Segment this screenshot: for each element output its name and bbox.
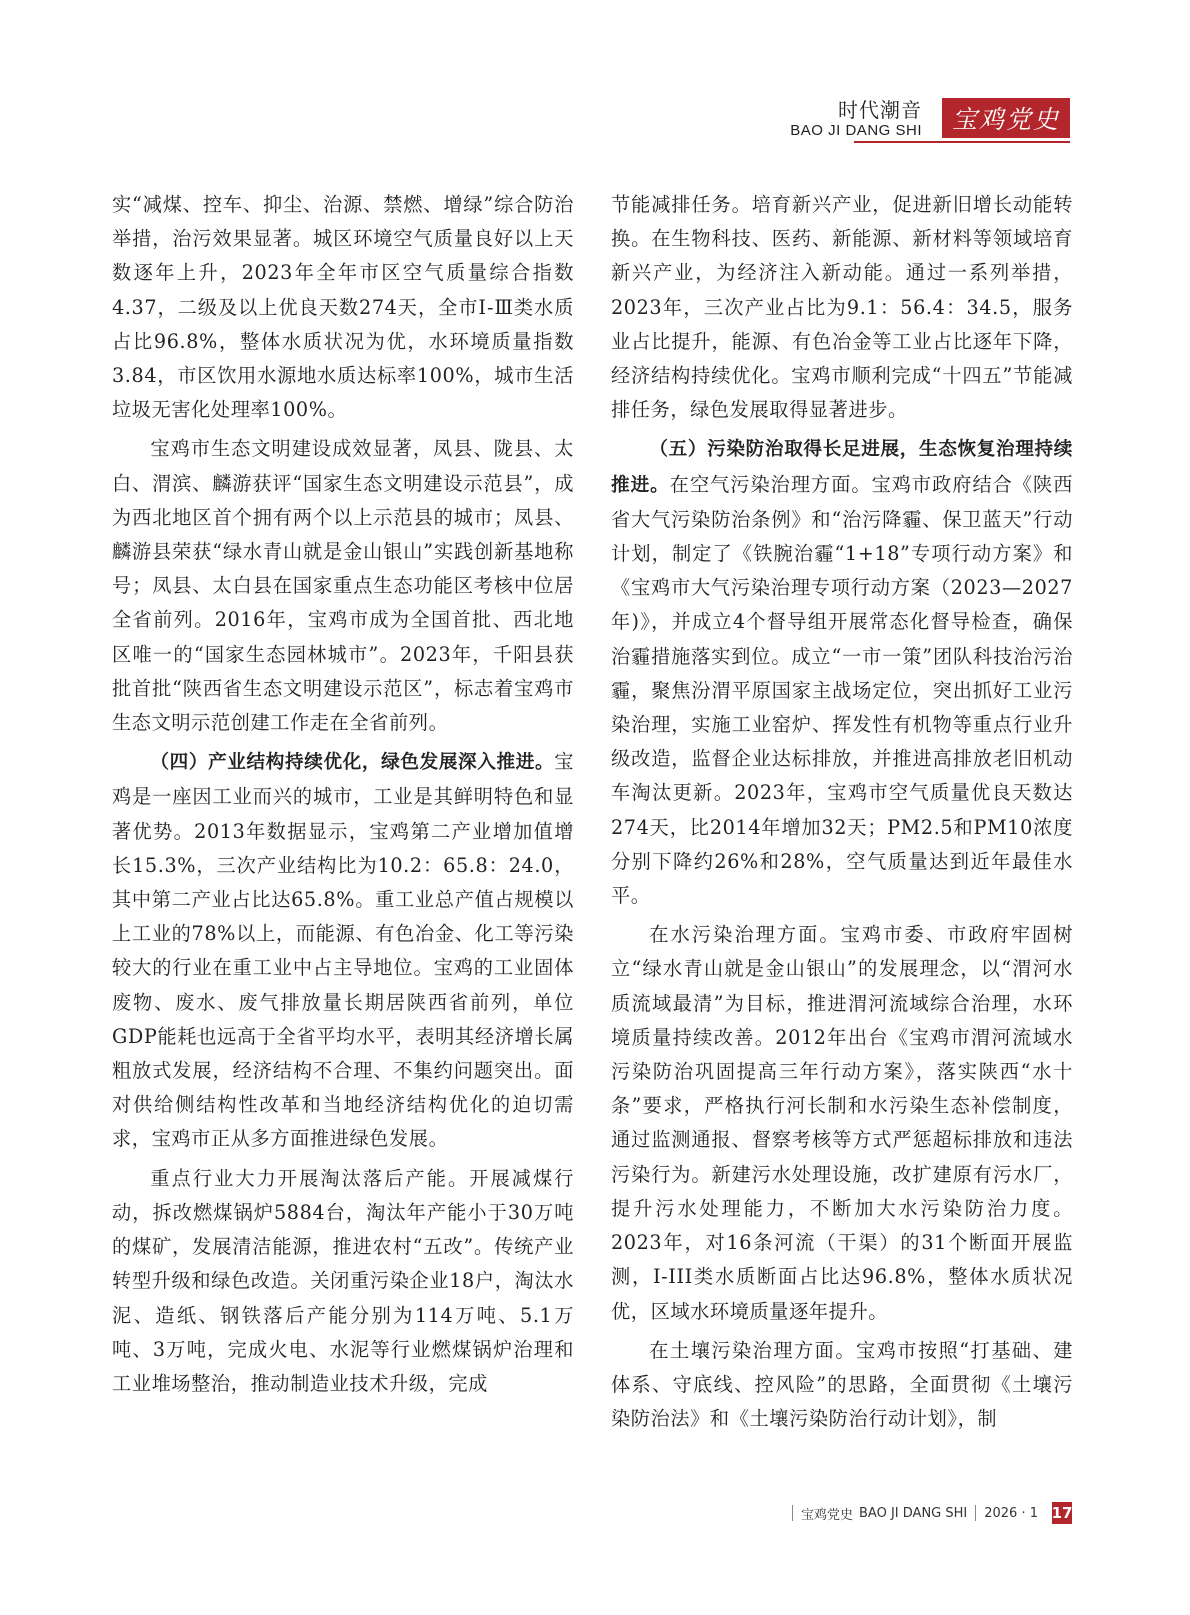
footer-separator <box>975 1505 976 1521</box>
section-heading: （四）产业结构持续优化，绿色发展深入推进。 <box>150 752 555 774</box>
page-footer <box>784 1500 1072 1526</box>
column-title: 时代潮音 <box>838 98 922 122</box>
footer-journal-en: BAO JI DANG SHI <box>859 1505 968 1521</box>
header-titles <box>790 98 922 140</box>
footer-journal-cn: 宝鸡党史 <box>801 1507 854 1523</box>
header-divider <box>854 141 1070 143</box>
paragraph: 重点行业大力开展淘汰落后产能。开展减煤行动，拆改燃煤锅炉5884台，淘汰年产能小于30万吨的煤矿，发展清洁能源，推进农村“五改”。传统产业转型升级和绿色改造。关闭重污染企业18户，淘汰水泥、造纸、钢铁落后产能分别为114万吨、5.1万吨、3万吨，完成火电、水泥等行业燃煤锅炉治理和工业堆场整治，推动制造业技术升级，完成 <box>112 1166 574 1395</box>
page-number: 17 <box>1051 1504 1073 1522</box>
paragraph: （四）产业结构持续优化，绿色发展深入推进。宝鸡是一座因工业而兴的城市，工业是其鲜明特色和显著优势。2013年数据显示，宝鸡第二产业增加值增长15.3%，三次产业结构比为10.2：65.8：24.0，其中第二产业占比达65.8%。重工业总产值占规模以上工业的78%以上，而能源、有色冶金、化工等污染较大的行业在重工业中占主导地位。宝鸡的工业固体废物、废水、废气排放量长期居陕西省前列，单位GDP能耗也远高于全省平均水平，表明其经济增长属粗放式发展，经济结构不合理、不集约问题突出。面对供给侧结构性改革和当地经济结构优化的迫切需求，宝鸡市正从多方面推进绿色发展。 <box>112 750 574 1151</box>
paragraph: （五）污染防治取得长足进展，生态恢复治理持续推进。在空气污染治理方面。宝鸡市政府结合《陕西省大气污染防治条例》和“治污降霾、保卫蓝天”行动计划，制定了《铁腕治霾“1+18”专项行动方案》和《宝鸡市大气污染治理专项行动方案（2023—2027年)》，并成立4个督导组开展常态化督导检查，确保治霾措施落实到位。成立“一市一策”团队科技治污治霾，聚焦汾渭平原国家主战场定位，突出抓好工业污染治理，实施工业窑炉、挥发性有机物等重点行业升级改造，监督企业达标排放，并推进高排放老旧机动车淘汰更新。2023年，宝鸡市空气质量优良天数达274天，比2014年增加32天；PM2.5和PM10浓度分别下降约26%和28%，空气质量达到近年最佳水平。 <box>611 439 1073 908</box>
section-heading: （五）污染防治取得长足进展，生态恢复治理持续推进。 <box>611 439 1073 496</box>
article-column-left <box>112 188 574 1401</box>
paragraph: 在土壤污染治理方面。宝鸡市按照“打基础、建体系、守底线、控风险”的思路，全面贯彻《土壤污染防治法》和《土壤污染防治行动计划》，制 <box>611 1338 1073 1431</box>
journal-name-en: BAO JI DANG SHI <box>790 122 922 139</box>
paragraph: 节能减排任务。培育新兴产业，促进新旧增长动能转换。在生物科技、医药、新能源、新材料等领域培育新兴产业，为经济注入新动能。通过一系列举措，2023年，三次产业占比为9.1：56.4：34.5，服务业占比提升，能源、有色冶金等工业占比逐年下降，经济结构持续优化。宝鸡市顺利完成“十四五”节能减排任务，绿色发展取得显著进步。 <box>611 193 1073 422</box>
footer-separator <box>792 1505 793 1521</box>
paragraph: 在水污染治理方面。宝鸡市委、市政府牢固树立“绿水青山就是金山银山”的发展理念，以“渭河水质流域最清”为目标，推进渭河流域综合治理，水环境质量持续改善。2012年出台《宝鸡市渭河流域水污染防治巩固提高三年行动方案》，落实陕西“水十条”要求，严格执行河长制和水污染生态补偿制度，通过监测通报、督察考核等方式严惩超标排放和违法污染行为。新建污水处理设施，改扩建原有污水厂，提升污水处理能力，不断加大水污染防治力度。2023年，对16条河流（干渠）的31个断面开展监测，I-III类水质断面占比达96.8%，整体水质状况优，区域水环境质量逐年提升。 <box>611 923 1073 1323</box>
article-column-right <box>611 188 1073 1436</box>
paragraph: 宝鸡市生态文明建设成效显著，凤县、陇县、太白、渭滨、麟游获评“国家生态文明建设示范县”，成为西北地区首个拥有两个以上示范县的城市；凤县、麟游县荣获“绿水青山就是金山银山”实践创新基地称号；凤县、太白县在国家重点生态功能区考核中位居全省前列。2016年，宝鸡市成为全国首批、西北地区唯一的“国家生态园林城市”。2023年，千阳县获批首批“陕西省生态文明建设示范区”，标志着宝鸡市生态文明示范创建工作走在全省前列。 <box>112 437 574 735</box>
paragraph: 实“减煤、控车、抑尘、治源、禁燃、增绿”综合防治举措，治污效果显著。城区环境空气质量良好以上天数逐年上升，2023年全年市区空气质量综合指数4.37，二级及以上优良天数274天，全市Ⅰ-Ⅲ类水质占比96.8%，整体水质状况为优，水环境质量指数3.84，市区饮用水源地水质达标率100%，城市生活垃圾无害化处理率100%。 <box>112 193 574 422</box>
journal-logo: 宝鸡党史 <box>942 98 1070 138</box>
footer-issue: 2026 · 1 <box>984 1505 1038 1521</box>
